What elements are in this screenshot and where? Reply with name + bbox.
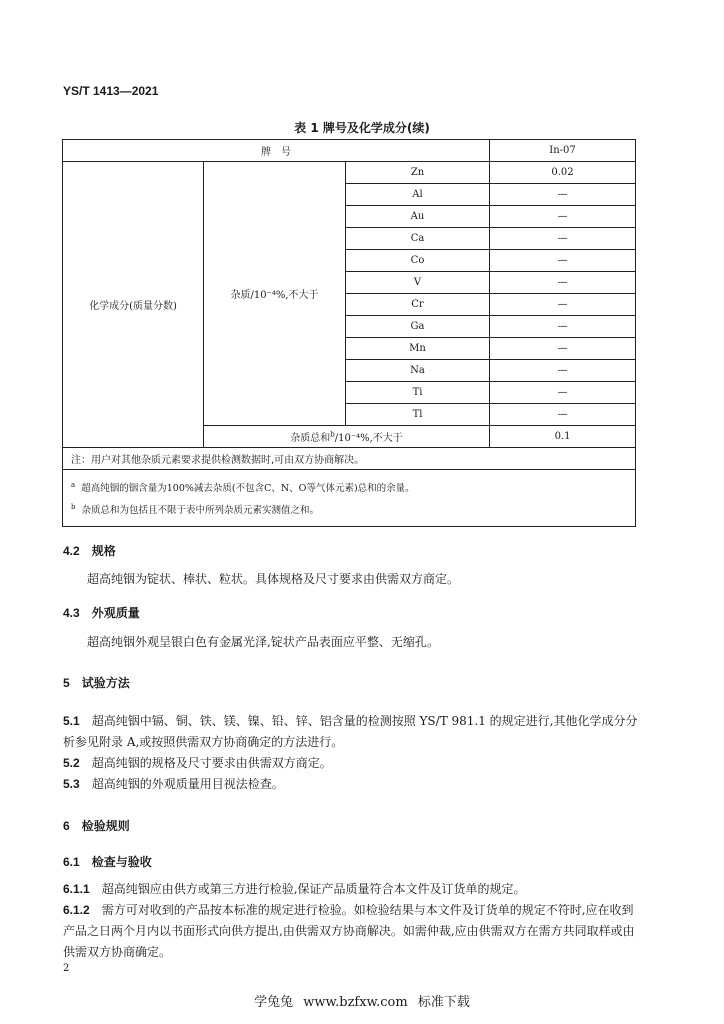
composition-table [62, 139, 636, 527]
element-symbol: Mn [346, 338, 490, 360]
section-5-2: 5.2 超高纯铟的规格及尺寸要求由供需双方商定。 [63, 756, 332, 770]
page-number: 2 [63, 963, 70, 974]
section-4-2-text: 超高纯铟为锭状、棒状、粒状。具体规格及尺寸要求由供需双方商定。 [87, 572, 460, 586]
grade-value-header: In-07 [490, 140, 636, 162]
element-symbol: Ti [346, 382, 490, 404]
element-value: 0.02 [490, 162, 636, 184]
document-code: YS/T 1413—2021 [63, 84, 159, 98]
element-symbol: Tl [346, 404, 490, 426]
element-symbol: Na [346, 360, 490, 382]
table-footnotes [63, 470, 636, 527]
element-value: — [490, 250, 636, 272]
footnote-a: $^a$ 超高纯铟的铟含量为100%减去杂质(不包含C、N、O等气体元素)总和的余量。 [71, 481, 415, 495]
element-symbol: Co [346, 250, 490, 272]
element-symbol: V [346, 272, 490, 294]
element-value: — [490, 404, 636, 426]
section-6-1-1: 6.1.1 超高纯铟应由供方或第三方进行检验,保证产品质量符合本文件及订货单的规定。 [63, 882, 526, 896]
element-row [63, 162, 636, 184]
table-caption: 表 1 牌号及化学成分(续) [294, 121, 430, 135]
element-symbol: Au [346, 206, 490, 228]
element-value: — [490, 228, 636, 250]
grade-header: 牌 号 [63, 140, 490, 162]
section-4-2-heading: 4.2 规格 [63, 544, 116, 558]
footer-watermark: 学兔兔 www.bzfxw.com 标准下载 [254, 995, 470, 1010]
section-6-heading: 6 检验规则 [63, 819, 130, 833]
footnote-row [63, 470, 636, 527]
element-symbol: Al [346, 184, 490, 206]
element-symbol: Cr [346, 294, 490, 316]
impurity-label: 杂质/10⁻⁴%,不大于 [204, 162, 346, 426]
element-symbol: Ca [346, 228, 490, 250]
element-value: — [490, 360, 636, 382]
section-6-1-2: 6.1.2 需方可对收到的产品按本标准的规定进行检验。如检验结果与本文件及订货单的规定不符时,应在收到产品之日两个月内以书面形式向供方提出,由供需双方协商解决。如需仲裁,应由供需双方在需方共同取样或由供需双方协商确定。 [63, 903, 635, 959]
element-value: — [490, 184, 636, 206]
section-4-3-heading: 4.3 外观质量 [63, 606, 140, 620]
section-6-1-heading: 6.1 检查与验收 [63, 855, 152, 869]
table-header-row [63, 140, 636, 162]
note-row [63, 448, 636, 470]
total-impurity-label: 杂质总和$^b$/10⁻⁴%,不大于 [204, 426, 490, 448]
footnote-b: $^b$ 杂质总和为包括且不限于表中所列杂质元素实测值之和。 [71, 503, 320, 517]
section-5-3: 5.3 超高纯铟的外观质量用目视法检查。 [63, 777, 284, 791]
element-value: — [490, 316, 636, 338]
section-5-heading: 5 试验方法 [63, 676, 130, 690]
element-value: — [490, 206, 636, 228]
section-5-1: 5.1 超高纯铟中镉、铜、铁、镁、镍、铅、锌、铝含量的检测按照 YS/T 981.1 的规定进行,其他化学成分分析参见附录 A,或按照供需双方协商确定的方法进行。 [63, 714, 638, 749]
element-value: — [490, 338, 636, 360]
chemical-composition-label: 化学成分(质量分数) [63, 162, 204, 448]
element-value: — [490, 272, 636, 294]
element-value: — [490, 382, 636, 404]
element-symbol: Zn [346, 162, 490, 184]
total-impurity-value: 0.1 [490, 426, 636, 448]
table-note: 注：用户对其他杂质元素要求提供检测数据时,可由双方协商解决。 [63, 448, 636, 470]
element-symbol: Ga [346, 316, 490, 338]
element-value: — [490, 294, 636, 316]
section-4-3-text: 超高纯铟外观呈银白色有金属光泽,锭状产品表面应平整、无缩孔。 [87, 635, 439, 649]
